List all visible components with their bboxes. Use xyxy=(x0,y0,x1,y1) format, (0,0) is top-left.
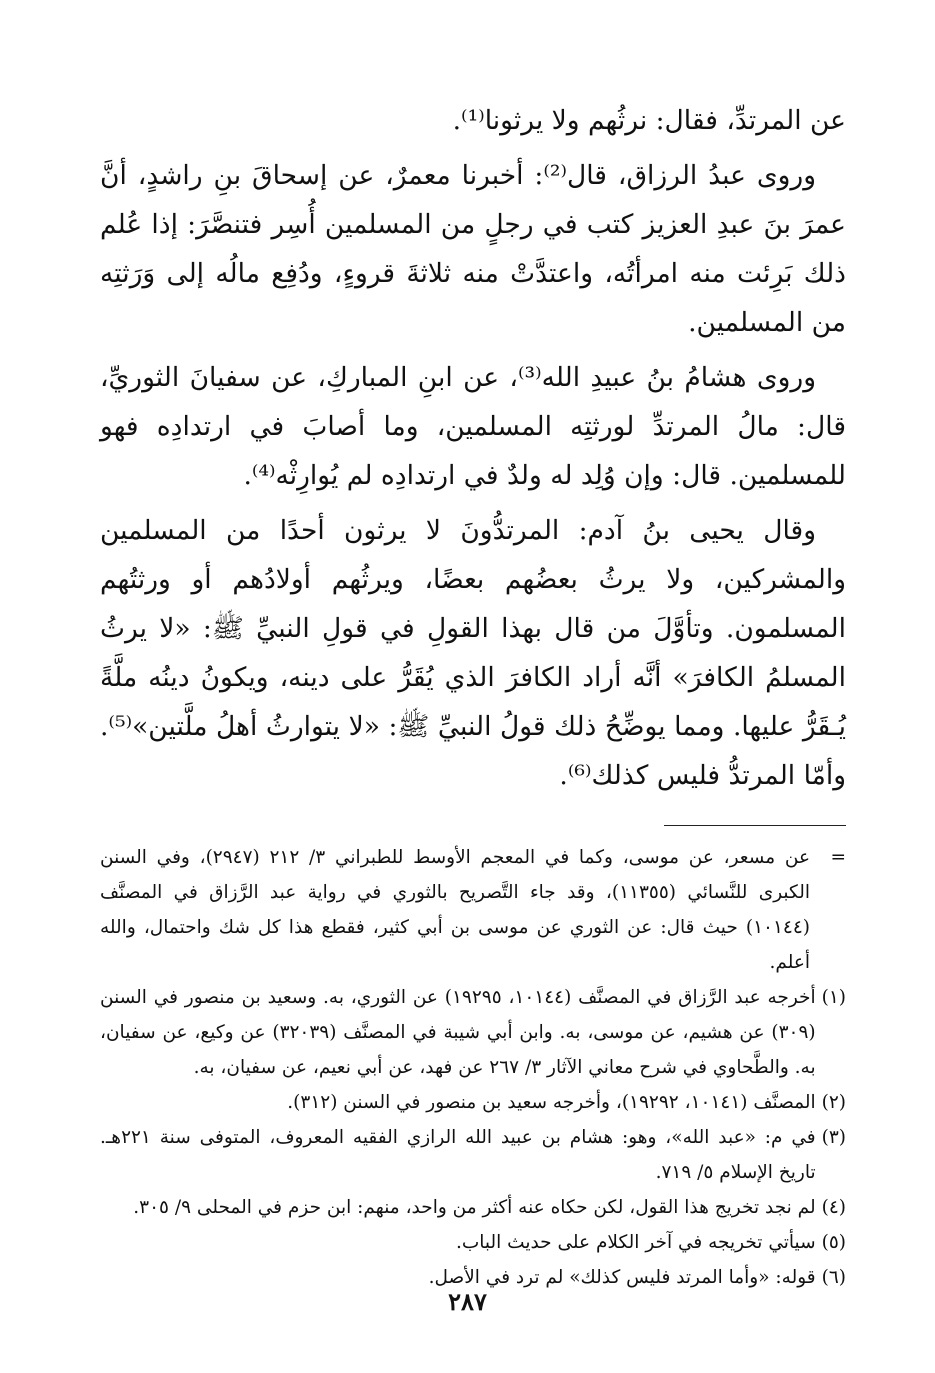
paragraph-1: عن المرتدِّ، فقال: نرثُهم ولا يرثونا⁽¹⁾. xyxy=(452,105,846,136)
footnote-text: قوله: «وأما المرتد فليس كذلك» لم ترد في الأصل. xyxy=(428,1267,816,1288)
footnote-1 xyxy=(100,980,846,1085)
footnote-separator xyxy=(664,825,846,826)
footnote-text: أخرجه عبد الرَّزاق في المصنَّف (١٠١٤٤، ١٩٢٩٥) عن الثوري، به. وسعيد بن منصور في السنن (٣٠٩) عن هشيم، عن موسى، به. وابن أبي شيبة في المصنَّف (٣٢٠٣٩) عن وكيع، عن سفيان، به. والطَّحاوي في شرح معاني الآثار ٣/ ٢٦٧ عن فهد، عن أبي نعيم، عن سفيان، به. xyxy=(100,987,816,1078)
footnote-marker: (٥) xyxy=(821,1232,846,1253)
footnote-3 xyxy=(100,1120,846,1190)
footnote-marker: (٦) xyxy=(821,1267,846,1288)
footnote-marker: (٢) xyxy=(821,1092,846,1113)
footnote-text: المصنَّف (١٠١٤١، ١٩٢٩٢)، وأخرجه سعيد بن منصور في السنن (٣١٢). xyxy=(287,1092,816,1113)
footnote-text: عن مسعر، عن موسى، وكما في المعجم الأوسط للطبراني ٣/ ٢١٢ (٢٩٤٧)، وفي السنن الكبرى للنَّسائي (١١٣٥٥)، وقد جاء التَّصريح بالثوري في رواية عبد الرَّزاق في المصنَّف (١٠١٤٤) حيث قال: عن الثوري عن موسى بن أبي كثير، فقطع هذا كل شك واحتمال، والله أعلم. xyxy=(100,847,810,973)
paragraph-3: وروى هشامُ بنُ عبيدِ الله⁽³⁾، عن ابنِ المباركِ، عن سفيانَ الثوريِّ، قال: مالُ المرتدِّ لورثتِه المسلمين، وما أصابَ في ارتدادِه فهو للمسلمين. قال: وإن وُلِد له ولدٌ في ارتدادِه لم يُوارِثْه⁽⁴⁾. xyxy=(100,362,846,491)
footnote-text: في م: «عبد الله»، وهو: هشام بن عبيد الله الرازي الفقيه المعروف، المتوفى سنة ٢٢١هـ. تاريخ الإسلام ٥/ ٧١٩. xyxy=(100,1127,816,1183)
paragraph-2: وروى عبدُ الرزاق، قال⁽²⁾: أخبرنا معمرٌ، عن إسحاقَ بنِ راشدٍ، أنَّ عمرَ بنَ عبدِ العزيز كتب في رجلٍ من المسلمين أُسِر فتنصَّرَ: إذا عُلم ذلك بَرِئت منه امرأتُه، واعتدَّتْ منه ثلاثةَ قروءٍ، ودُفِع مالُه إلى وَرَثتِه من المسلمين. xyxy=(100,160,846,338)
footnote-continuation xyxy=(100,840,846,980)
footnote-5 xyxy=(100,1225,846,1260)
footnote-text: لم نجد تخريج هذا القول، لكن حكاه عنه أكثر من واحد، منهم: ابن حزم في المحلى ٩/ ٣٠٥. xyxy=(133,1197,816,1218)
footnote-marker: (١) xyxy=(821,987,846,1008)
footnote-marker: (٤) xyxy=(821,1197,846,1218)
main-text xyxy=(100,96,846,800)
footnote-4 xyxy=(100,1190,846,1225)
footnote-text: سيأتي تخريجه في آخر الكلام على حديث الباب. xyxy=(455,1232,816,1253)
footnote-marker: = xyxy=(830,847,846,868)
book-page xyxy=(100,96,846,1295)
page-number: ٢٨٧ xyxy=(448,1287,487,1316)
footnotes xyxy=(100,840,846,1295)
footnote-marker: (٣) xyxy=(821,1127,846,1148)
paragraph-4: وقال يحيى بنُ آدم: المرتدُّونَ لا يرثون أحدًا من المسلمين والمشركين، ولا يرثُ بعضُهم بعضًا، ويرثُهم أولادُهم أو ورثتُهم المسلمون. وتأوَّلَ من قال بهذا القولِ في قولِ النبيِّ ﷺ: «لا يرثُ المسلمُ الكافرَ» أنَّه أراد الكافرَ الذي يُقَرُّ على دينه، ويكونُ دينُه ملَّةً يُـقَرُّ عليها. ومما يوضِّحُ ذلك قولُ النبيِّ ﷺ: «لا يتوارثُ أهلُ ملَّتين»⁽⁵⁾. وأمّا المرتدُّ فليس كذلك⁽⁶⁾. xyxy=(100,515,846,791)
footnote-2 xyxy=(100,1085,846,1120)
